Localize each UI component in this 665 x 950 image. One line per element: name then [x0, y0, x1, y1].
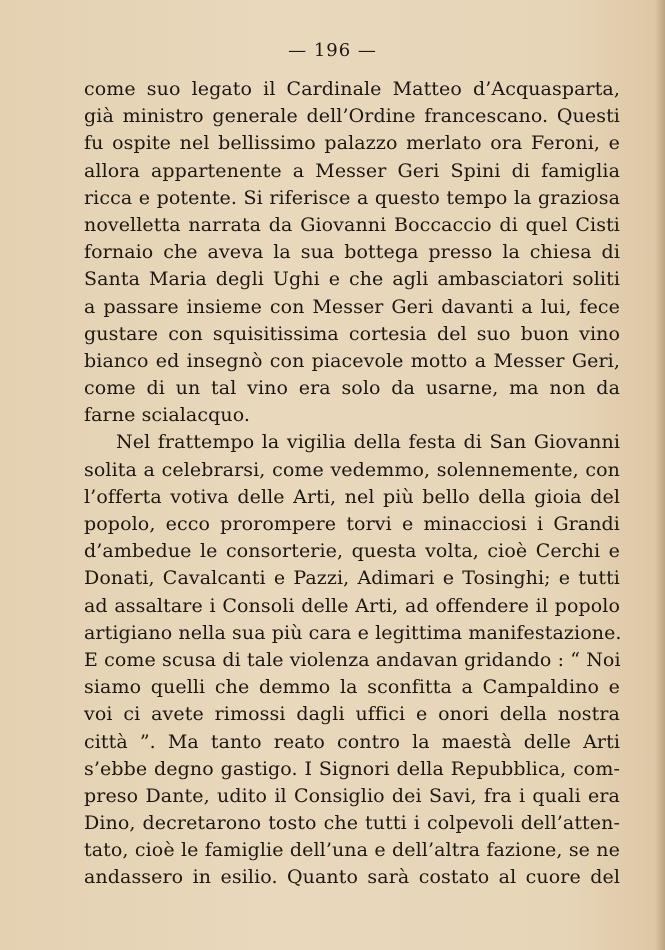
text-line: andassero in esilio. Quanto sarà costato al cuore del — [84, 866, 620, 889]
text-line: d’ambedue le consorterie, questa volta, cioè Cerchi e — [84, 540, 620, 563]
text-line: novelletta narrata da Giovanni Boccaccio di quel Cisti — [84, 213, 620, 236]
text-line: voi ci avete rimossi dagli uffici e onori della nostra — [84, 703, 620, 726]
text-line: artigiano nella sua più cara e legittima manifestazione. — [84, 621, 622, 644]
text-line: solita a celebrarsi, come vedemmo, solennemente, con — [84, 458, 620, 481]
text-line: ricca e potente. Si riferisce a questo tempo la graziosa — [84, 186, 620, 209]
text-line: bianco ed insegnò con piacevole motto a Messer Geri, — [84, 349, 620, 372]
text-line: allora appartenente a Messer Geri Spini di famiglia — [84, 159, 620, 182]
text-line: popolo, ecco prorompere torvi e minacciosi i Grandi — [84, 513, 620, 535]
text-line: come di un tal vino era solo da usarne, ma non da — [84, 377, 620, 400]
text-line: preso Dante, udito il Consiglio dei Savi, fra i quali era — [84, 784, 620, 807]
page-number: — 196 — — [288, 40, 377, 61]
text-line: città ”. Ma tanto reato contro la maestà delle Arti — [84, 730, 620, 753]
text-line: siamo quelli che demmo la sconfitta a Campaldino e — [84, 676, 620, 699]
text-line: ad assaltare i Consoli delle Arti, ad offendere il popolo — [84, 594, 620, 617]
text-line: già ministro generale dell’Ordine francescano. Questi — [84, 105, 620, 128]
paragraph-last-line: farne scialacquo. — [84, 404, 251, 427]
text-line: Santa Maria degli Ughi e che agli ambasciatori soliti — [84, 268, 620, 291]
text-line: Dino, decretarono tosto che tutti i colpevoli dell’atten- — [84, 812, 620, 835]
text-line: a passare insieme con Messer Geri davanti a lui, fece — [84, 295, 620, 318]
text-line: fornaio che aveva la sua bottega presso la chiesa di — [84, 241, 620, 264]
text-line: Donati, Cavalcanti e Pazzi, Adimari e Tosinghi; e tutti — [84, 567, 620, 590]
text-line: E come scusa di tale violenza andavan gridando : “ Noi — [84, 648, 621, 671]
page-edge-shadow — [655, 0, 665, 950]
body-text — [84, 76, 620, 892]
text-line: come suo legato il Cardinale Matteo d’Acquasparta, — [84, 78, 620, 100]
text-line: l’offerta votiva delle Arti, nel più bello della gioia del — [84, 485, 620, 508]
text-line: fu ospite nel bellissimo palazzo merlato ora Feroni, e — [84, 132, 620, 155]
paragraph-first-line: Nel frattempo la vigilia della festa di San Giovanni — [116, 431, 620, 454]
text-line: s’ebbe degno gastigo. I Signori della Repubblica, com- — [84, 757, 620, 780]
text-line: gustare con squisitissima cortesia del suo buon vino — [84, 322, 620, 345]
text-line: tato, cioè le famiglie dell’una e dell’altra fazione, se ne — [84, 839, 620, 862]
